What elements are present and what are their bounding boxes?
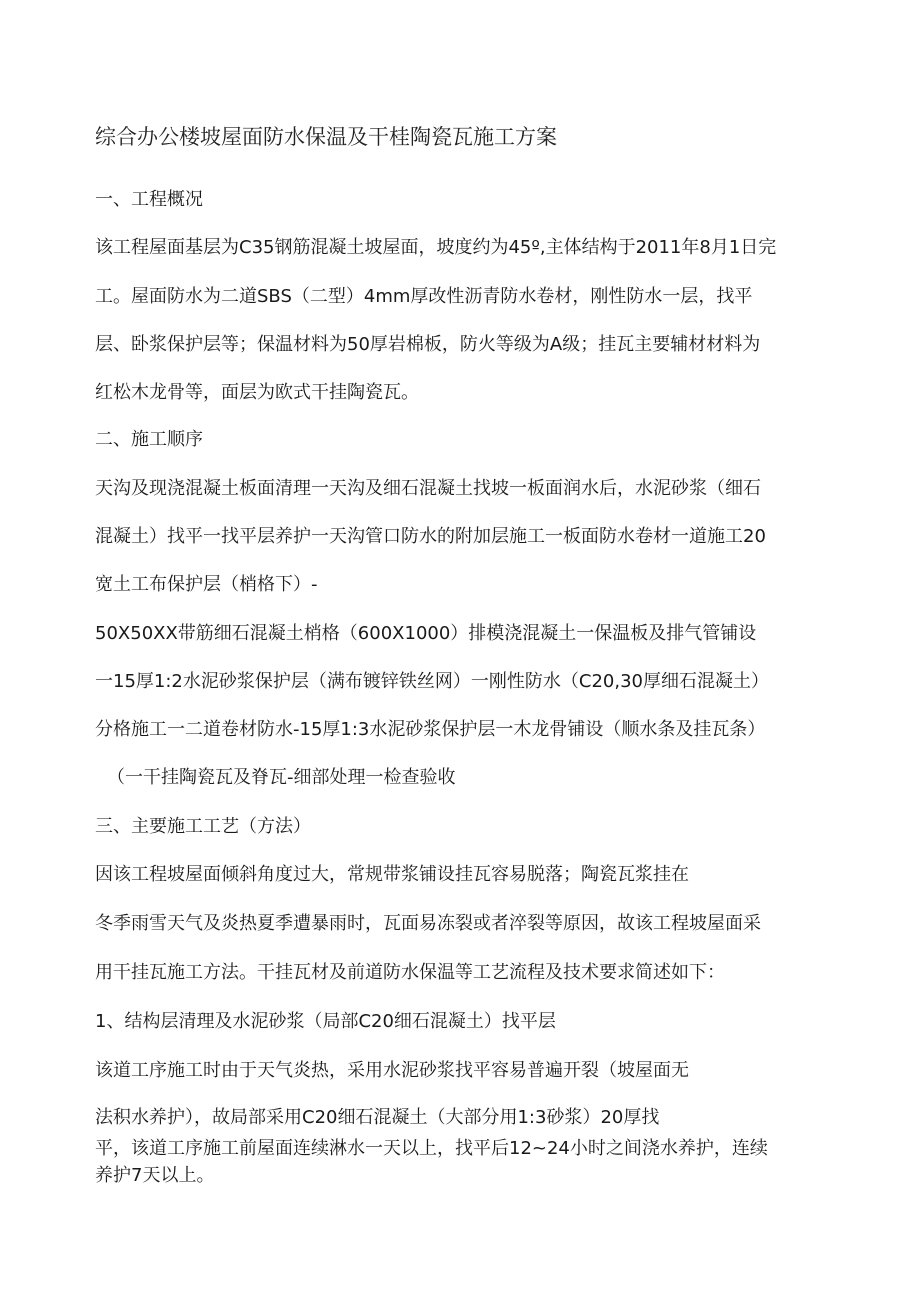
paragraph-line: 平，该道工序施工前屋面连续淋水一天以上，找平后12~24小时之间浇水养护，连续 <box>95 1138 768 1159</box>
paragraph-line: 分格施工一二道卷材防水-15厚1:3水泥砂浆保护层一木龙骨铺设（顺水条及挂瓦条） <box>95 719 766 740</box>
paragraph-line: 养护7天以上。 <box>95 1165 215 1186</box>
paragraph-line: 冬季雨雪天气及炎热夏季遭暴雨时，瓦面易冻裂或者淬裂等原因，故该工程坡屋面采 <box>95 913 761 934</box>
document-title: 综合办公楼坡屋面防水保温及干桂陶瓷瓦施工方案 <box>95 125 557 149</box>
paragraph-line: 层、卧浆保护层等；保温材料为50厚岩棉板，防火等级为A级；挂瓦主要辅材材料为 <box>95 334 761 355</box>
section-heading: 一、工程概况 <box>95 189 203 210</box>
paragraph-line: 50X50XX带筋细石混凝土梢格（600X1000）排模浇混凝土一保温板及排气管铺设 <box>95 623 757 644</box>
paragraph-line: 红松木龙骨等，面层为欧式干挂陶瓷瓦。 <box>95 382 419 403</box>
paragraph-line: 因该工程坡屋面倾斜角度过大，常规带浆铺设挂瓦容易脱落；陶瓷瓦浆挂在 <box>95 864 689 885</box>
paragraph-line: 一15厚1:2水泥砂浆保护层（满布镀锌铁丝网）一刚性防水（C20,30厚细石混凝土） <box>95 671 769 692</box>
subsection-heading: 1、结构层清理及水泥砂浆（局部C20细石混凝土）找平层 <box>95 1011 556 1032</box>
paragraph-line: 宽土工布保护层（梢格下）- <box>95 574 318 595</box>
section-heading: 二、施工顺序 <box>95 429 203 450</box>
paragraph-line: 混凝土）找平一找平层养护一天沟管口防水的附加层施工一板面防水卷材一道施工20 <box>95 526 766 547</box>
paragraph-line: 该道工序施工时由于天气炎热，采用水泥砂浆找平容易普遍开裂（坡屋面无 <box>95 1060 689 1081</box>
paragraph-line: 法积水养护），故局部采用C20细石混凝土（大部分用1:3砂浆）20厚找 <box>95 1107 660 1128</box>
paragraph-line: （一干挂陶瓷瓦及脊瓦-细部处理一检查验收 <box>107 767 456 788</box>
section-heading: 三、主要施工工艺（方法） <box>95 816 311 837</box>
paragraph-line: 用干挂瓦施工方法。干挂瓦材及前道防水保温等工艺流程及技术要求简述如下： <box>95 962 725 983</box>
paragraph-line: 天沟及现浇混凝土板面清理一天沟及细石混凝土找坡一板面润水后，水泥砂浆（细石 <box>95 478 761 499</box>
paragraph-line: 工。屋面防水为二道SBS（二型）4mm厚改性沥青防水卷材，刚性防水一层，找平 <box>95 286 753 307</box>
paragraph-line: 该工程屋面基层为C35钢筋混凝土坡屋面，坡度约为45º,主体结构于2011年8月1日完 <box>95 237 777 258</box>
